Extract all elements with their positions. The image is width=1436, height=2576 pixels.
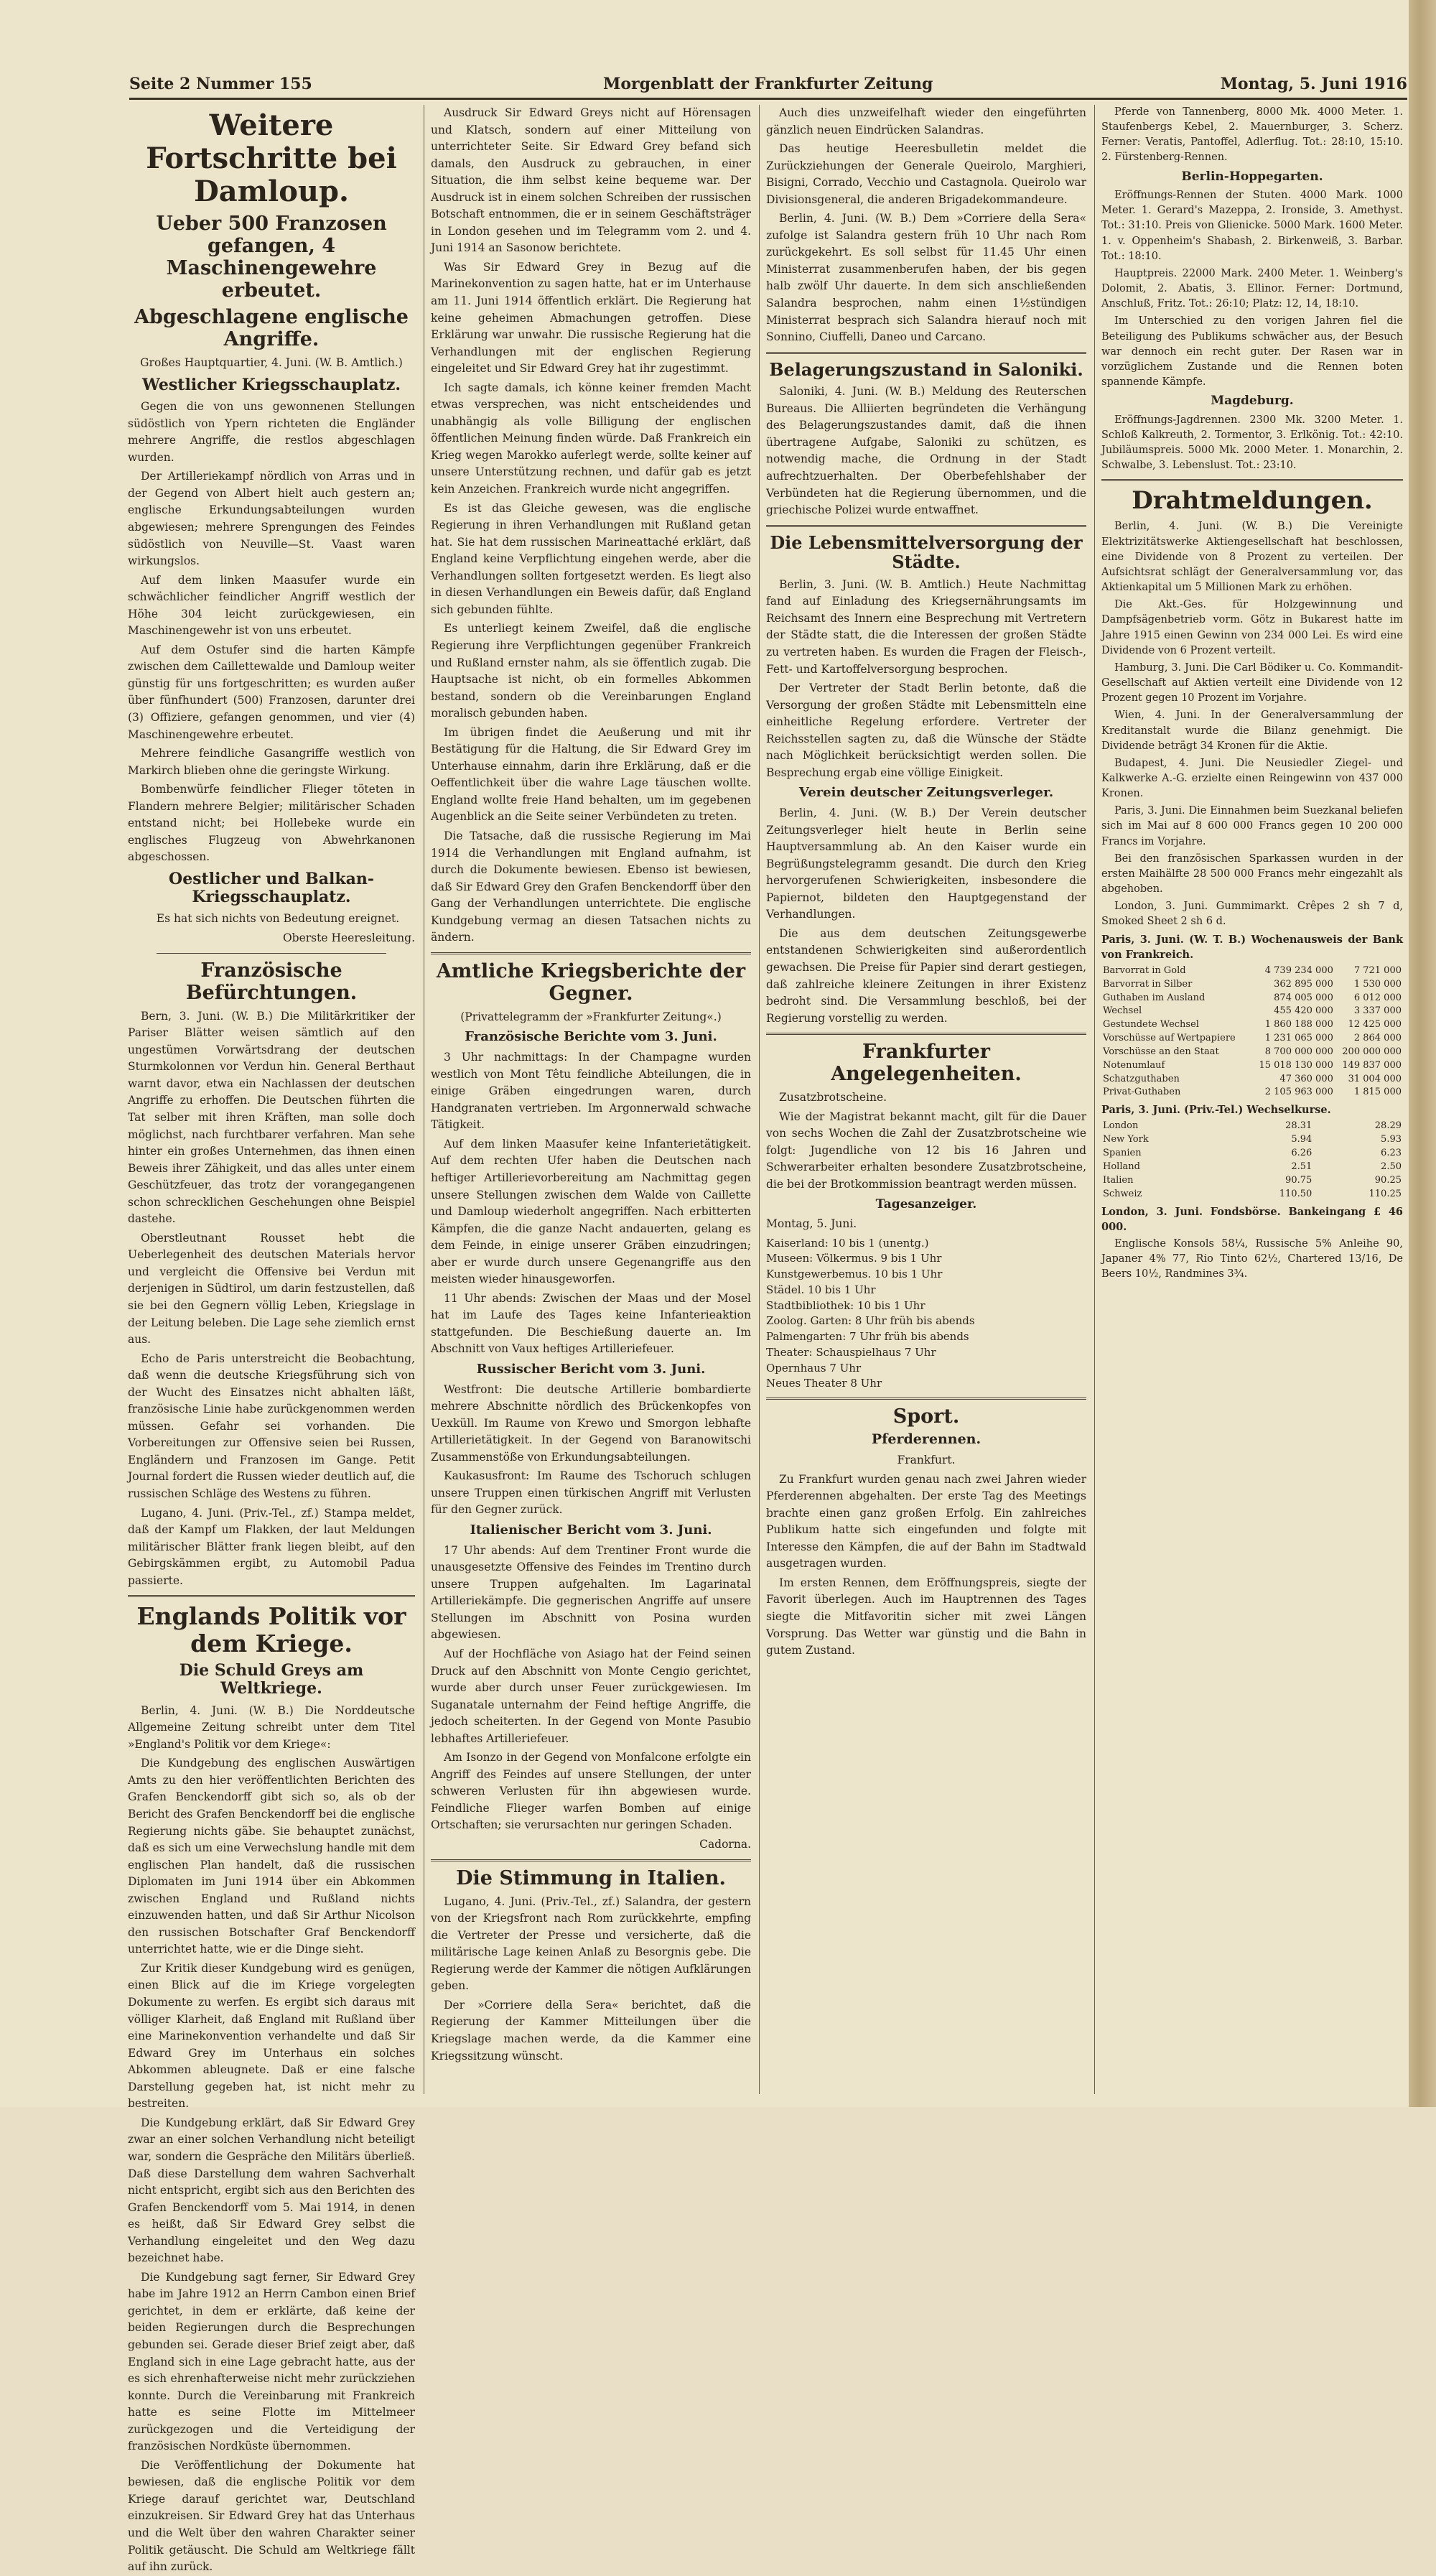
paragraph: Die Kundgebung erklärt, daß Sir Edward Grey zwar an einer solchen Verhandlung nicht beteiligt war, sondern die Gespräche den Militärs überließ. Daß diese Darstellung dem wahren Sachverhalt nicht entspricht, ergibt sich aus den Berichten des Grafen Benckendorff vom 5. Mai 1914, in denen es heißt, daß Sir Edward Grey selbst die Verhandlung eingeleitet und den Weg dazu bezeichnet habe. [128,2116,415,2265]
list-item: Palmengarten: 7 Uhr früh bis abends [766,1330,969,1344]
table-value-cell: 6.23 [1381,1148,1402,1159]
table-row [1101,1147,1403,1161]
table-row [1101,1005,1403,1018]
section-heading: Oestlicher und Balkan-Kriegsschauplatz. [169,869,374,907]
list-item: Städel. 10 bis 1 Uhr [766,1283,876,1296]
table-value-cell: 8 700 000 000 [1264,1046,1333,1057]
table-value-cell: 12 425 000 [1348,1019,1402,1031]
paragraph: Ausdruck Sir Edward Greys nicht auf Hörensagen und Klatsch, sondern auf einer Mitteilung von unterrichteter Seite. Sir Edward Grey befand sich damals, den Ausdruck zu gebrauchen, in einer Situation, die ihm selbst keine bequeme war. Der Ausdruck ist in einem solchen Schreiben der russischen Botschaft entnommen, die er in seinem Geschäftsträger in London gesehen und im Telegramm vom 2. und 4. Juni 1914 an Sasonow berichtete. [431,106,751,255]
paragraph: Die Kundgebung des englischen Auswärtigen Amts zu den hier veröffentlichten Berichten des Grafen Benckendorff gibt sich so, als ob der Bericht des Grafen Benckendorff bei die englische Regierung nichts gäbe. Sie behauptet zunächst, daß es sich um eine Verwechslung handle mit dem englischen Plan handelt, daß die russischen Diplomaten im Juni 1914 über ein Abkommen zwischen England und Rußland nichts einzuwenden hatten, und daß Sir Arthur Nicolson den russischen Botschafter Graf Benckendorff unterrichtet hatte, wie er die Dinge sieht. [128,1757,415,1956]
section-heading: Zusatzbrotscheine. [779,1091,887,1105]
list-item: Stadtbibliothek: 10 bis 1 Uhr [766,1298,926,1312]
paragraph: Es ist das Gleiche gewesen, was die englische Regierung in ihren Verhandlungen mit Rußland getan hat. Sie hat dem russischen Marineattaché erklärt, daß England keine Verpflichtung eingehen werde, aber die Verhandlungen sollten fortgesetzt werden. Es liegt also in diesen Verhandlungen ein Beweis dafür, daß England sich gebunden fühlte. [431,501,751,616]
paragraph: Auf dem linken Maasufer keine Infanterietätigkeit. Auf dem rechten Ufer haben die Deutschen nach heftiger Artillerievorbereitung am Nachmittag gegen unsere Stellungen zwischen dem Walde von Caillette und Damloup wiederholt angegriffen. Nach erbitterten Kämpfen, die die ganze Nacht andauerten, gelang es dem Feinde, in einige unserer Gräben einzudringen; aber er wurde durch unsere Gegenangriffe aus den meisten wieder hinausgeworfen. [431,1137,751,1286]
paragraph: Der Vertreter der Stadt Berlin betonte, daß die Versorgung der großen Städte mit Lebensmitteln eine einheitliche Regelung erfordere. Vertreter der Reichsstellen sagten zu, daß die Wünsche der Städte nach Möglichkeit berücksichtigt werden sollen. Die Besprechung ergab eine völlige Einigkeit. [766,682,1086,779]
paragraph: Hamburg, 3. Juni. Die Carl Bödiker u. Co. Kommandit-Gesellschaft auf Aktien verteilt eine Dividende von 12 Prozent gegen 10 Prozent im Vorjahre. [1101,661,1403,705]
table-label-cell: Notenumlauf [1103,1059,1165,1071]
paragraph: Berlin, 4. Juni. (W. B.) Dem »Corriere della Sera« zufolge ist Salandra gestern früh 10 Uhr nach Rom zurückgekehrt. Es soll selbst für 11.45 Uhr einen Ministerrat zusammenberufen haben, der bis gegen halb zwölf Uhr dauerte. In dem sich anschließenden Salandra besprochen, nahm einen 1½stündigen Ministerrat besprach sich Salandra hierauf noch mit Sonnino, Ciuffelli, Daneo und Carcano. [766,212,1086,344]
table-row [1101,992,1403,1005]
column-1 [128,105,415,2574]
table-value-cell: 28.29 [1374,1120,1402,1132]
paragraph: Mehrere feindliche Gasangriffe westlich von Markirch blieben ohne die geringste Wirkung. [128,747,415,777]
page-header [129,75,1407,96]
page-edge [1409,0,1436,2107]
paragraph: Im ersten Rennen, dem Eröffnungspreis, siegte der Favorit überlegen. Auch im Hauptrennen des Tages siegte die Mitfavoritin sicher mit zwei Längen Vorsprung. Das Wetter war günstig und die Bahn in gutem Zustand. [766,1576,1086,1657]
paragraph: Paris, 3. Juni. Die Einnahmen beim Suezkanal beliefen sich im Mai auf 8 600 000 Francs gegen 10 200 000 Francs im Vorjahre. [1101,805,1403,847]
column-2 [431,105,751,2094]
table-value-cell: 5.93 [1381,1134,1402,1145]
paragraph: Das heutige Heeresbulletin meldet die Zurückziehungen der Generale Queirolo, Marghieri, Bisigni, Corrado, Vecchio und Castagnola. Queirolo war Divisionsgeneral, die anderen Brigadekommandeure. [766,142,1086,206]
column-3 [766,105,1086,2094]
table-label-cell: Barvorrat in Gold [1103,964,1186,976]
table-row [1101,1018,1403,1032]
table-label-cell: Italien [1103,1174,1134,1186]
paragraph: Auf dem linken Maasufer wurde ein schwächlicher feindlicher Angriff westlich der Höhe 304 leicht zurückgewiesen, ein Maschinengewehr ist von uns erbeutet. [128,573,415,638]
list-item: Neues Theater 8 Uhr [766,1377,882,1390]
article-headline: Die Stimmung in Italien. [456,1866,726,1889]
paragraph: Die aus dem deutschen Zeitungsgewerbe entstandenen Schwierigkeiten sind außerordentlich gewachsen. Die Preise für Papier sind derart gestiegen, daß zahlreiche kleinere Zeitungen in ihrer Existenz bedroht sind. Die Versammlung beschloß, bei der Regierung vorstellig zu werden. [766,926,1086,1025]
table-row [1101,1120,1403,1133]
table-row [1101,1073,1403,1087]
separator [431,1859,751,1861]
paragraph: Westfront: Die deutsche Artillerie bombardierte mehrere Abschnitte nördlich des Brückenkopfes von Uexküll. Im Raume von Krewo und Smorgon lebhafte Artillerietätigkeit. In der Gegend von Baranowitschi Zusammenstöße von Erkundungsabteilungen. [431,1382,751,1464]
paragraph: Echo de Paris unterstreicht die Beobachtung, daß wenn die deutsche Kriegsführung sich von der Wucht des Einsatzes nicht abhalten läßt, französische Linie habe zurückgenommen werden müssen. Gefahr sei vorhanden. Die Vorbereitungen zur Offensive seien bei Russen, Engländern und Franzosen im Gange. Petit Journal fordert die Russen wieder deutlich auf, die russischen Schläge des Westens zu führen. [128,1352,415,1500]
paragraph: Berlin, 3. Juni. (W. B. Amtlich.) Heute Nachmittag fand auf Einladung des Kriegsernährungsamts im Reichsamt des Innern eine Besprechung mit Vertretern der Städte statt, die die Interessen der großen Städte zu vertreten haben. Es wurden die Fragen der Fleisch-, Fett- und Kartoffelversorgung besprochen. [766,577,1086,676]
table-label-cell: Barvorrat in Silber [1103,978,1193,990]
paragraph: Ich sagte damals, ich könne keiner fremden Macht etwas versprechen, was nicht entscheidendes und unabhängig als volle Billigung der englischen öffentlichen Meinung finden würde. Daß Frankreich ein Krieg wegen Marokko auferlegt werde, sollte keiner auf unsere Unterstützung rechnen, und dafür gab es jetzt kein Anzeichen. Frankreich wurde nicht angegriffen. [431,381,751,496]
paragraph: Bombenwürfe feindlicher Flieger töteten in Flandern mehrere Belgier; militärischer Schaden entstand nicht; bei Hollebeke wurde ein englisches Flugzeug von Abwehrkanonen abgeschossen. [128,783,415,864]
table-value-cell: 3 337 000 [1353,1005,1402,1017]
article-subheadline: Die Schuld Greys am Weltkriege. [179,1661,364,1698]
paragraph: Was Sir Edward Grey in Bezug auf die Marinekonvention zu sagen hatte, hat er im Unterhause am 11. Juni 1914 öffentlich erklärt. Die Regierung hat keine geheimen Abmachungen getroffen. Diese Erklärung war unwahr. Die russische Regierung hat die Verhandlungen mit der englischen Regierung eingeleitet und Sir Edward Grey hat ihr zugestimmt. [431,260,751,376]
table-label-cell: New York [1103,1134,1149,1145]
paragraph: Es unterliegt keinem Zweifel, daß die englische Regierung ihre Verpflichtungen gegenüber Frankreich und Rußland ernster nahm, als sie öffentlich zugab. Die Hauptsache ist nicht, ob ein formelles Abkommen bestand, sondern ob die Vereinbarungen England moralisch gebunden haben. [431,622,751,720]
paragraph: London, 3. Juni. Gummimarkt. Crêpes 2 sh 7 d, Smoked Sheet 2 sh 6 d. [1101,901,1403,928]
paragraph: Die Kundgebung sagt ferner, Sir Edward Grey habe im Jahre 1912 an Herrn Cambon einen Brief gerichtet, in dem er erklärte, daß keine der beiden Regierungen durch die Besprechungen gebunden sei. Gerade dieser Brief zeigt aber, daß England sich in eine Lage gebracht hatte, aus der es sich ehrenhafterweise nicht mehr zurückziehen konnte. Durch die Vereinbarung mit Frankreich hatte es seine Flotte im Mittelmeer zurückgezogen und die Verteidigung der französischen Nordküste übernommen. [128,2270,415,2453]
table-value-cell: 47 360 000 [1279,1073,1333,1084]
separator [1101,479,1403,481]
article-headline: Englands Politik vor dem Kriege. [136,1602,406,1658]
signature: Oberste Heeresleitung. [282,931,415,945]
paragraph: Budapest, 4. Juni. Die Neusiedler Ziegel- und Kalkwerke A.-G. erzielte einen Reingewinn von 437 000 Kronen. [1101,757,1403,800]
table-value-cell: 28.31 [1285,1120,1313,1132]
section-heading: Magdeburg. [1211,394,1294,409]
paragraph: Der »Corriere della Sera« berichtet, daß die Regierung der Kammer Mitteilungen über die Kriegslage machen werde, da die Kammer eine Kriegssitzung wünscht. [431,1998,751,2063]
headline: Weitere Fortschritte bei Damloup. [146,108,397,208]
list-item: Museen: Völkermus. 9 bis 1 Uhr [766,1252,942,1265]
table-value-cell: 6.26 [1291,1148,1313,1159]
paragraph: Der Artilleriekampf nördlich von Arras und in der Gegend von Albert hielt auch gestern an; englische Erkundungsabteilungen wurden abgewiesen; mehrere Sprengungen des Feindes südöstlich von Neuville—St. Vaast waren wirkungslos. [128,470,415,568]
article-headline: Die Lebensmittelversorgung der Städte. [770,531,1083,573]
table-label-cell: Schweiz [1103,1188,1142,1199]
table-label-cell: Holland [1103,1161,1140,1172]
table-row [1101,1133,1403,1147]
tagesanzeiger-date: Montag, 5. Juni. [766,1217,857,1231]
subheadline: Abgeschlagene englische Angriffe. [134,306,409,351]
table-value-cell: 6 012 000 [1353,992,1402,1003]
separator [766,1033,1086,1035]
table-row [1101,1059,1403,1073]
article-headline: Drahtmeldungen. [1132,486,1373,516]
section-heading: Westlicher Kriegsschauplatz. [142,375,401,394]
list-item: Zoolog. Garten: 8 Uhr früh bis abends [766,1314,975,1328]
article-headline: Belagerungszustand in Saloniki. [769,358,1083,380]
list-item: Theater: Schauspielhaus 7 Uhr [766,1345,936,1359]
place: Frankfurt. [897,1454,956,1467]
table-value-cell: 5.94 [1291,1134,1313,1145]
table-value-cell: 2 105 963 000 [1264,1087,1333,1098]
paragraph: Berlin, 4. Juni. (W. B.) Der Verein deutscher Zeitungsverleger hielt heute in Berlin seine Hauptversammlung ab. An den Kaiser wurde ein Begrüßungstelegramm gesandt. Die durch den Krieg hervorgerufenen Schwierigkeiten, insbesondere die Papiernot, bildeten den Hauptgegenstand der Verhandlungen. [766,806,1086,921]
dateline: Großes Hauptquartier, 4. Juni. (W. B. Amtlich.) [140,356,403,370]
paragraph: Auch dies unzweifelhaft wieder den eingeführten gänzlich neuen Eindrücken Salandras. [766,106,1086,136]
table-value-cell: 4 739 234 000 [1264,964,1333,976]
table-value-cell: 2.50 [1381,1161,1402,1172]
paragraph: Lugano, 4. Juni. (Priv.-Tel., zf.) Stampa meldet, daß der Kampf um Flakken, der laut Meldungen militärischer Blätter frank liegen bleibt, auf den Gebirgskämmen ergibt, zu Automobil Padua passierte. [128,1506,415,1587]
list-item: Kunstgewerbemus. 10 bis 1 Uhr [766,1268,943,1281]
column-4 [1101,105,1403,2094]
table-value-cell: 149 837 000 [1342,1059,1402,1071]
article-headline: Frankfurter Angelegenheiten. [831,1041,1022,1086]
paragraph: Wie der Magistrat bekannt macht, gilt für die Dauer von sechs Wochen die Zahl der Zusatzbrotscheine wie folgt: Jugendliche von 12 bis 16 Jahren und Schwerarbeiter erhalten besondere Zusatzbrotscheine, die bei der Brotkommission beantragt werden müssen. [766,1110,1086,1191]
subheadline: Ueber 500 Franzosen gefangen, 4 Maschinengewehre erbeutet. [156,213,387,302]
paragraph: Auf dem Ostufer sind die harten Kämpfe zwischen dem Caillettewalde und Damloup weiter günstig für uns fortgeschritten; es wurden außer über fünfhundert (500) Franzosen, darunter drei (3) Offiziere, gefangen genommen, und vier (4) Maschinengewehre erbeutet. [128,643,415,741]
table-title: Paris, 3. Juni. (Priv.-Tel.) Wechselkurse. [1101,1104,1331,1117]
paragraph: Hauptpreis. 22000 Mark. 2400 Meter. 1. Weinberg's Dolomit, 2. Abatis, 3. Ellinor. Ferner: Dortmund, Anschluß, Fritz. Tot.: 26:10; Platz: 12, 14, 18:10. [1101,267,1403,310]
bank-statement-table [1101,964,1403,1099]
table-value-cell: 7 721 000 [1353,964,1402,976]
exchange-rates-table [1101,1120,1403,1201]
table-label-cell: Guthaben im Ausland [1103,992,1206,1003]
table-row [1101,1086,1403,1099]
paragraph: Saloniki, 4. Juni. (W. B.) Meldung des Reuterschen Bureaus. Die Alliierten begründeten die Verhängung des Belagerungszustandes damit, daß die ihnen übertragene Aufgabe, Saloniki zu schützen, es notwendig mache, die Ordnung in der Stadt aufrechtzuerhalten. Der Oberbefehlshaber der Verbündeten hat die Regierung übernommen, und die griechische Polizei wurde entwaffnet. [766,385,1086,517]
table-value-cell: 1 815 000 [1353,1087,1402,1098]
section-heading: Pferderennen. [871,1431,982,1448]
table-value-cell: 90.25 [1374,1174,1402,1186]
section-heading: London, 3. Juni. Fondsbörse. Bankeingang £ 46 000. [1101,1205,1403,1233]
paragraph: Bern, 3. Juni. (W. B.) Die Militärkritiker der Pariser Blätter weisen sämtlich auf den ungestümen Vorwärtsdrang der deutschen Sturmkolonnen vor Verdun hin. General Berthaut warnt davor, etwa ein Nachlassen der deutschen Angriffe zu erhoffen. Die Deutschen führten die Tat selber mit ihren Kräften, man solle doch möglichst, nach furchtbarer verfahren. Man sehe hinter ein großes Unternehmen, das ihnen einen Beweis ihrer Zähigkeit, und das alles unter einem Geschützfeuer, das trotz der vorangegangenen schon schrecklichen Geschehungen ohne Beispiel dastehe. [128,1009,415,1226]
table-value-cell: 1 860 188 000 [1264,1019,1333,1031]
table-label-cell: Gestundete Wechsel [1103,1019,1199,1031]
paragraph: Kaukasusfront: Im Raume des Tschoruch schlugen unsere Truppen einen türkischen Angriff mit Verlusten für den Gegner zurück. [431,1469,751,1517]
masthead: Morgenblatt der Frankfurter Zeitung [603,75,933,93]
table-value-cell: 2 864 000 [1353,1033,1402,1044]
table-value-cell: 110.25 [1369,1188,1402,1199]
table-value-cell: 1 530 000 [1353,978,1402,990]
separator [157,953,386,954]
table-value-cell: 362 895 000 [1274,978,1333,990]
table-value-cell: 31 004 000 [1348,1073,1402,1084]
paragraph: Die Veröffentlichung der Dokumente hat bewiesen, daß die englische Politik vor dem Kriege darauf gerichtet war, Deutschland einzukreisen. Sir Edward Grey hat das Unterhaus und die Welt über den wahren Charakter seiner Politik getäuscht. Die Schuld am Weltkriege fällt auf ihn zurück. [128,2458,415,2574]
separator [766,352,1086,354]
separator [128,1595,415,1597]
table-row [1101,1161,1403,1174]
paragraph: Es hat sich nichts von Bedeutung ereignet. [156,912,400,926]
table-value-cell: 1 231 065 000 [1264,1033,1333,1044]
tagesanzeiger-list [766,1236,1086,1392]
table-value-cell: 455 420 000 [1274,1005,1333,1017]
table-row [1101,1174,1403,1188]
page-number: Seite 2 Nummer 155 [129,75,312,93]
paragraph: Die Tatsache, daß die russische Regierung im Mai 1914 die Verhandlungen mit England aufnahm, ist durch die Dokumente bewiesen. Ebenso ist bewiesen, daß Sir Edward Grey den Grafen Benckendorff über den Gang der Verhandlungen unterrichtete. Die englische Kundgebung vermag an diesen Tatsachen nichts zu ändern. [431,829,751,944]
table-label-cell: Vorschüsse an den Staat [1103,1046,1219,1057]
header-rule [129,98,1407,100]
signature: Cadorna. [699,1838,751,1851]
article-headline: Sport. [892,1405,960,1428]
column-divider [759,105,760,2094]
article-headline: Amtliche Kriegsberichte der Gegner. [436,959,746,1005]
column-divider [1094,105,1095,2094]
section-heading: Tagesanzeiger. [875,1196,977,1212]
table-label-cell: Wechsel [1103,1005,1142,1017]
table-label-cell: London [1103,1120,1139,1132]
table-row [1101,1032,1403,1046]
paragraph: Im übrigen findet die Aeußerung und mit ihr Bestätigung für die Haltung, die Sir Edward Grey im Unterhause einnahm, darin ihre Erklärung, daß er die Oeffentlichkeit über die wahre Lage täuschen wollte. England wollte freie Hand behalten, um im gegebenen Augenblick an die Seite seiner Verbündeten zu treten. [431,725,751,824]
section-heading: Russischer Bericht vom 3. Juni. [476,1361,706,1377]
table-value-cell: 2.51 [1291,1161,1313,1172]
separator [431,952,751,954]
table-row [1101,1046,1403,1059]
paragraph: Englische Konsols 58¼, Russische 5% Anleihe 90, Japaner 4% 77, Rio Tinto 62½, Chartered 13/16, De Beers 10½, Randmines 3¾. [1101,1237,1403,1280]
paragraph: 17 Uhr abends: Auf dem Trentiner Front wurde die unausgesetzte Offensive des Feindes im Trentino durch unsere Truppen aufgehalten. Im Lagarinatal Artilleriekämpfe. Die gegnerischen Angriffe auf unsere Stellungen im Abschnitt von Posina wurden abgewiesen. [431,1543,751,1642]
paragraph: 11 Uhr abends: Zwischen der Maas und der Mosel hat im Laufe des Tages keine Infanterieaktion stattgefunden. Die Beschießung dauerte an. Im Abschnitt von Vaux heftiges Artilleriefeuer. [431,1291,751,1356]
table-label-cell: Privat-Guthaben [1103,1087,1181,1098]
section-heading: Verein deutscher Zeitungsverleger. [798,785,1054,801]
paragraph: Eröffnungs-Jagdrennen. 2300 Mk. 3200 Meter. 1. Schloß Kalkreuth, 2. Tormentor, 3. Erlkönig. Tot.: 42:10. Jubiläumspreis. 5000 Mk. 2000 Meter. 1. Monarchin, 2. Schwalbe, 3. Lebenslust. Tot.: 23:10. [1101,414,1403,472]
paragraph: Eröffnungs-Rennen der Stuten. 4000 Mark. 1000 Meter. 1. Gerard's Mazeppa, 2. Ironside, 3. Amethyst. Tot.: 31:10. Preis von Glienicke. 5000 Mark. 1600 Meter. 1. v. Oppenheim's Shabash, 2. Birkenweiß, 3. Barbar. Tot.: 18:10. [1101,190,1403,262]
section-heading: Italienischer Bericht vom 3. Juni. [470,1522,712,1538]
table-row [1101,964,1403,978]
separator [766,525,1086,527]
table-value-cell: 874 005 000 [1274,992,1333,1003]
paragraph: Zur Kritik dieser Kundgebung wird es genügen, einen Blick auf die im Kriege vorgelegten Dokumente zu werfen. Es ergibt sich daraus mit völliger Klarheit, daß England mit Rußland über eine Marinekonvention verhandelte und daß Sir Edward Grey im Unterhaus ein solches Abkommen ableugnete. Daß er eine falsche Darstellung gegeben hat, ist nicht mehr zu bestreiten. [128,1961,415,2111]
list-item: Opernhaus 7 Uhr [766,1361,862,1375]
table-value-cell: 110.50 [1279,1188,1313,1199]
separator [766,1398,1086,1400]
paragraph: Die Akt.-Ges. für Holzgewinnung und Dampfsägenbetrieb vorm. Götz in Bukarest hatte im Jahre 1915 einen Gewinn von 234 000 Lei. Es wird eine Dividende von 6 Prozent verteilt. [1101,599,1403,656]
paragraph: Im Unterschied zu den vorigen Jahren fiel die Beteiligung des Publikums schwächer aus, der Besuch war dennoch ein recht guter. Der Rasen war in vorzüglichem Zustande und die Rennen boten spannende Kämpfe. [1101,315,1403,389]
table-label-cell: Schatzguthaben [1103,1073,1180,1084]
article-headline: Französische Befürchtungen. [185,959,358,1004]
table-value-cell: 15 018 130 000 [1259,1059,1333,1071]
section-heading: Berlin-Hoppegarten. [1181,169,1323,184]
table-label-cell: Spanien [1103,1148,1142,1159]
list-item: Kaiserland: 10 bis 1 (unentg.) [766,1236,929,1250]
paragraph: Bei den französischen Sparkassen wurden in der ersten Maihälfte 28 500 000 Francs mehr eingezahlt als abgehoben. [1101,852,1403,896]
paragraph: 3 Uhr nachmittags: In der Champagne wurden westlich von Mont Têtu feindliche Abteilungen, die in einige Gräben eingedrungen waren, durch Handgranaten vertrieben. Im Argonnerwald schwache Tätigkeit. [431,1051,751,1132]
table-label-cell: Vorschüsse auf Wertpapiere [1103,1033,1236,1044]
section-heading: Französische Berichte vom 3. Juni. [465,1029,717,1045]
paragraph: Auf der Hochfläche von Asiago hat der Feind seinen Druck auf den Abschnitt von Monte Cengio gerichtet, wurde aber durch unser Feuer zurückgewiesen. Im Suganatale unternahm der Feind heftige Angriffe, die jedoch scheiterten. In der Gegend von Monte Pasubio lebhaftes Artilleriefeuer. [431,1647,751,1745]
paragraph: Berlin, 4. Juni. (W. B.) Die Vereinigte Elektrizitätswerke Aktiengesellschaft hat beschlossen, eine Dividende von 8 Prozent zu verteilen. Der Aufsichtsrat schlägt der Generalversammlung vor, das Aktienkapital um 5 Millionen Mark zu erhöhen. [1101,521,1403,594]
table-row [1101,978,1403,992]
paragraph: Oberstleutnant Rousset hebt die Ueberlegenheit des deutschen Materials hervor und vergleicht die Offensive bei Verdun mit derjenigen in Südtirol, um darin festzustellen, daß sie bei den Gegnern völlig Leben, Kriegslage in der Leitung beleben. Die Lage sehe ziemlich ernst aus. [128,1231,415,1347]
paragraph: Am Isonzo in der Gegend von Monfalcone erfolgte ein Angriff des Feindes auf unsere Stellungen, der unter schweren Verlusten für ihn abgewiesen wurde. Feindliche Flieger warfen Bomben auf einige Ortschaften; sie verursachten nur geringen Schaden. [431,1751,751,1832]
paragraph: Zu Frankfurt wurden genau nach zwei Jahren wieder Pferderennen abgehalten. Der erste Tag des Meetings brachte einen ganz großen Erfolg. Ein zahlreiches Publikum hatte sich eingefunden und folgte mit Interesse den Kämpfen, die auf der Bahn im Stadtwald ausgetragen wurden. [766,1472,1086,1571]
paragraph: Berlin, 4. Juni. (W. B.) Die Norddeutsche Allgemeine Zeitung schreibt unter dem Titel »England's Politik vor dem Kriege«: [128,1703,415,1751]
lead: (Privattelegramm der »Frankfurter Zeitung«.) [460,1010,722,1023]
paragraph: Wien, 4. Juni. In der Generalversammlung der Kreditanstalt wurde die Bilanz genehmigt. Die Dividende beträgt 34 Kronen für die Aktie. [1101,710,1403,752]
issue-date: Montag, 5. Juni 1916 [1220,75,1407,93]
paragraph: Gegen die von uns gewonnenen Stellungen südöstlich von Ypern richteten die Engländer mehrere Angriffe, die restlos abgeschlagen wurden. [128,400,415,464]
paragraph: Pferde von Tannenberg, 8000 Mk. 4000 Meter. 1. Staufenbergs Kebel, 2. Mauernburger, 3. Scherz. Ferner: Veratis, Pantoffel, Adlerflug. Tot.: 28:10, 15:10. 2. Fürstenberg-Rennen. [1101,106,1403,164]
table-row [1101,1188,1403,1201]
table-value-cell: 90.75 [1285,1174,1313,1186]
table-title: Paris, 3. Juni. (W. T. B.) Wochenausweis der Bank von Frankreich. [1101,933,1403,961]
table-value-cell: 200 000 000 [1342,1046,1402,1057]
paragraph: Lugano, 4. Juni. (Priv.-Tel., zf.) Salandra, der gestern von der Kriegsfront nach Rom zurückkehrte, empfing die Vertreter der Presse und versicherte, daß die militärische Lage keinen Anlaß zu Besorgnis gebe. Die Regierung werde der Kammer die nötigen Aufklärungen geben. [431,1894,751,1993]
